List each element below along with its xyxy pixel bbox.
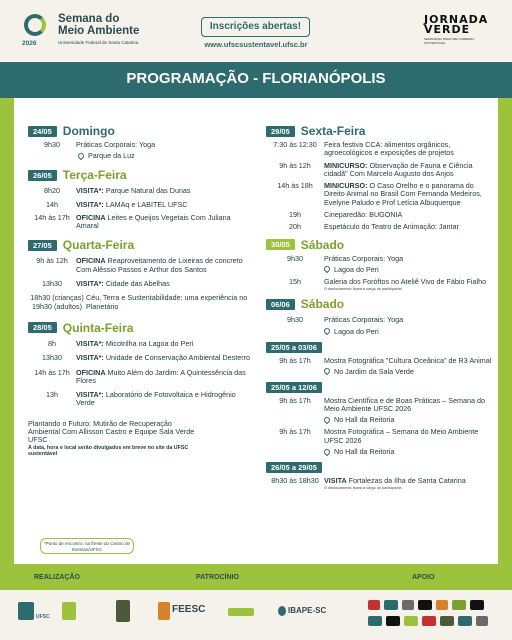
brand-subtitle: Universidade Federal de Santa Catarina bbox=[58, 40, 139, 45]
event: 9h às 17h Mostra Fotográfica "Cultura Oceânica" de R3 Animal bbox=[279, 355, 492, 365]
event: 9h às 17h Mostra Científica e de Boas Práticas – Semana do Meio Ambiente UFSC 2026 bbox=[279, 395, 486, 414]
day-name: Sábado bbox=[300, 297, 345, 312]
event: 13h30 VISITA*: Cidade das Abelhas bbox=[42, 279, 170, 289]
map-pin-icon bbox=[323, 327, 331, 335]
meeting-point-note: *Ponto de encontro: na frente do Centro de Eventos/UFSC bbox=[40, 538, 134, 554]
date-chip: 28/05 bbox=[28, 322, 57, 333]
event: 8h20 VISITA*: Parque Natural das Dunas bbox=[44, 186, 191, 196]
map-pin-icon bbox=[77, 152, 85, 160]
brand-title: Semana do Meio Ambiente bbox=[58, 13, 140, 37]
support-logo bbox=[404, 616, 418, 626]
support-logo bbox=[418, 600, 432, 610]
support-logo bbox=[422, 616, 436, 626]
date-chip: 06/06 bbox=[266, 299, 295, 310]
date-chip: 27/05 bbox=[28, 240, 57, 251]
note: O deslocamento ficará a cargo do participante. bbox=[324, 486, 403, 491]
day-name: Sábado bbox=[300, 237, 345, 252]
date-chip: 26/05 a 29/05 bbox=[266, 462, 322, 473]
event: 8h VISITA*: Micotrilha na Lagoa do Peri bbox=[48, 338, 194, 348]
day-header bbox=[266, 238, 492, 252]
feesc-icon bbox=[158, 602, 170, 620]
date-chip: 30/05 bbox=[266, 239, 295, 250]
day-name: Quarta-Feira bbox=[62, 238, 135, 253]
support-logo bbox=[458, 616, 472, 626]
support-logo bbox=[368, 616, 382, 626]
location: No Hall da Reitoria bbox=[324, 415, 492, 424]
event: 9h30 Práticas Corporais: Yoga bbox=[287, 253, 404, 263]
map-pin-icon bbox=[323, 265, 331, 273]
left-accent-stripe bbox=[0, 98, 14, 568]
day-header bbox=[28, 238, 252, 252]
brand-year: 2026 bbox=[22, 40, 37, 47]
event: 14h às 18h MINICURSO: O Caso Orelho e o panorama do Direito Animal no Brasil Com Fernanda Medeiros, Evelyne Paludo e Prof Letícia Albuquerque bbox=[277, 181, 482, 207]
day-name: Quinta-Feira bbox=[62, 320, 134, 335]
event: 9h às 17h Mostra Fotográfica – Semana do Meio Ambiente UFSC 2026 bbox=[279, 427, 479, 445]
event: 14h às 17h OFICINA Muito Além do Jardim: A Quintessência das Flores bbox=[34, 367, 246, 385]
event: 9h30 Práticas Corporais: Yoga bbox=[44, 140, 156, 149]
program-card bbox=[14, 98, 498, 564]
day-name: Terça-Feira bbox=[62, 168, 127, 183]
ibape-logo: IBAPE-SC bbox=[288, 606, 327, 615]
event: 14h às 17h OFICINA Leites e Queijos Vegetais Com Juliana Amaral bbox=[34, 212, 231, 231]
day-header bbox=[266, 462, 492, 473]
support-logo bbox=[452, 600, 466, 610]
leaf-circle-icon bbox=[24, 14, 46, 36]
event: 9h30 Práticas Corporais: Yoga bbox=[287, 315, 404, 325]
event: 13h VISITA*: Laboratório de Fotovoltaica e Hidrogênio Verde bbox=[46, 390, 236, 408]
header bbox=[0, 0, 512, 62]
support-logo bbox=[436, 600, 448, 610]
day-header bbox=[266, 382, 492, 393]
realizacao-label: REALIZAÇÃO bbox=[34, 574, 80, 581]
ufsc-logo bbox=[18, 602, 34, 620]
apoio-label: APOIO bbox=[412, 574, 435, 581]
day-header bbox=[28, 321, 252, 335]
day-header bbox=[28, 168, 252, 182]
support-logo bbox=[440, 616, 454, 626]
map-pin-icon bbox=[323, 416, 331, 424]
community-event: Plantando o Futuro: Mutirão de Recuperação Ambiental Com Allisson Castro e Equipe Sala Verde UFSC A data, hora e local serão divulgados em breve no site da UFSC sustentável bbox=[28, 418, 195, 457]
event: 7:30 às 12:30 Feira festiva CCA: alimentos orgânicos, agroecológicos e exposições de projetos bbox=[273, 140, 454, 158]
date-chip: 25/05 a 03/06 bbox=[266, 342, 322, 353]
note: O deslocamento ficará a cargo do participante. bbox=[324, 287, 403, 292]
page-title: PROGRAMAÇÃO - FLORIANÓPOLIS bbox=[126, 70, 386, 87]
event: 9h às 12h OFICINA Reaproveitamento de Lixeiras de concreto Com Alêssio Passos e Arthur dos Santos bbox=[36, 256, 243, 274]
location: Lagoa do Peri bbox=[324, 327, 492, 336]
event: 20h Espetáculo do Teatro de Animação: Jantar bbox=[289, 222, 459, 232]
site-link[interactable]: www.ufscsustentavel.ufsc.br bbox=[204, 40, 308, 49]
map-pin-icon bbox=[323, 367, 331, 375]
support-logo bbox=[470, 600, 484, 610]
day-header bbox=[28, 124, 252, 138]
partner-logo bbox=[228, 608, 254, 616]
right-accent-stripe bbox=[498, 98, 512, 568]
day-name: Domingo bbox=[62, 124, 115, 138]
support-logo bbox=[384, 600, 398, 610]
date-chip: 25/05 a 12/06 bbox=[266, 382, 322, 393]
ufsc-label: UFSC bbox=[36, 614, 50, 620]
right-column bbox=[266, 124, 492, 490]
event: 9h às 12h MINICURSO: Observação de Fauna e Ciência cidadã" Com Marcelo Augusto dos Anjos bbox=[279, 160, 473, 178]
support-logo bbox=[476, 616, 488, 626]
map-pin-icon bbox=[323, 447, 331, 455]
location: No Hall da Reitoria bbox=[324, 447, 492, 456]
location: Parque da Luz bbox=[78, 151, 252, 160]
event: 18h30 (crianças) 19h30 (adultos) Céu, Terra e Sustentabilidade: uma experiência no Planetário bbox=[30, 293, 248, 311]
patrocinio-label: PATROCÍNIO bbox=[196, 574, 239, 581]
day-name: Sexta-Feira bbox=[300, 124, 366, 138]
support-logo bbox=[368, 600, 380, 610]
ibape-icon bbox=[278, 606, 286, 616]
event: 19h Cineparedão: BUGONIA bbox=[289, 210, 403, 220]
event: 8h30 às 18h30 VISITA Fortalezas da Ilha de Santa Catarina bbox=[271, 476, 466, 486]
partner-logo bbox=[62, 602, 76, 620]
support-logo bbox=[386, 616, 400, 626]
feesc-logo: FEESC bbox=[172, 604, 206, 615]
support-logo bbox=[402, 600, 414, 610]
footer-logos bbox=[0, 590, 512, 640]
day-header bbox=[266, 297, 492, 311]
event: 15h Galeria dos Foróftos no Ateliê Vivo de Fábio Fialho bbox=[289, 276, 487, 286]
event: 13h30 VISITA*: Unidade de Conservação Ambiental Desterro bbox=[42, 353, 251, 363]
location: No Jardim da Sala Verde bbox=[324, 367, 492, 376]
date-chip: 24/05 bbox=[28, 126, 57, 137]
event: 14h VISITA*: LAMAq e LABITEL UFSC bbox=[46, 199, 188, 209]
date-chip: 29/05 bbox=[266, 126, 295, 137]
partner-logo bbox=[116, 600, 130, 622]
day-header bbox=[266, 342, 492, 353]
date-chip: 26/05 bbox=[28, 170, 57, 181]
location: Lagoa do Peri bbox=[324, 265, 492, 274]
jornada-verde-logo: JORNADA VERDE SEMANÁRIO PARA UMA CARREIRA SUSTENTÁVEL bbox=[424, 13, 489, 45]
left-column bbox=[28, 124, 252, 457]
registration-button[interactable]: Inscrições abertas! bbox=[201, 17, 310, 37]
day-header bbox=[266, 124, 492, 138]
